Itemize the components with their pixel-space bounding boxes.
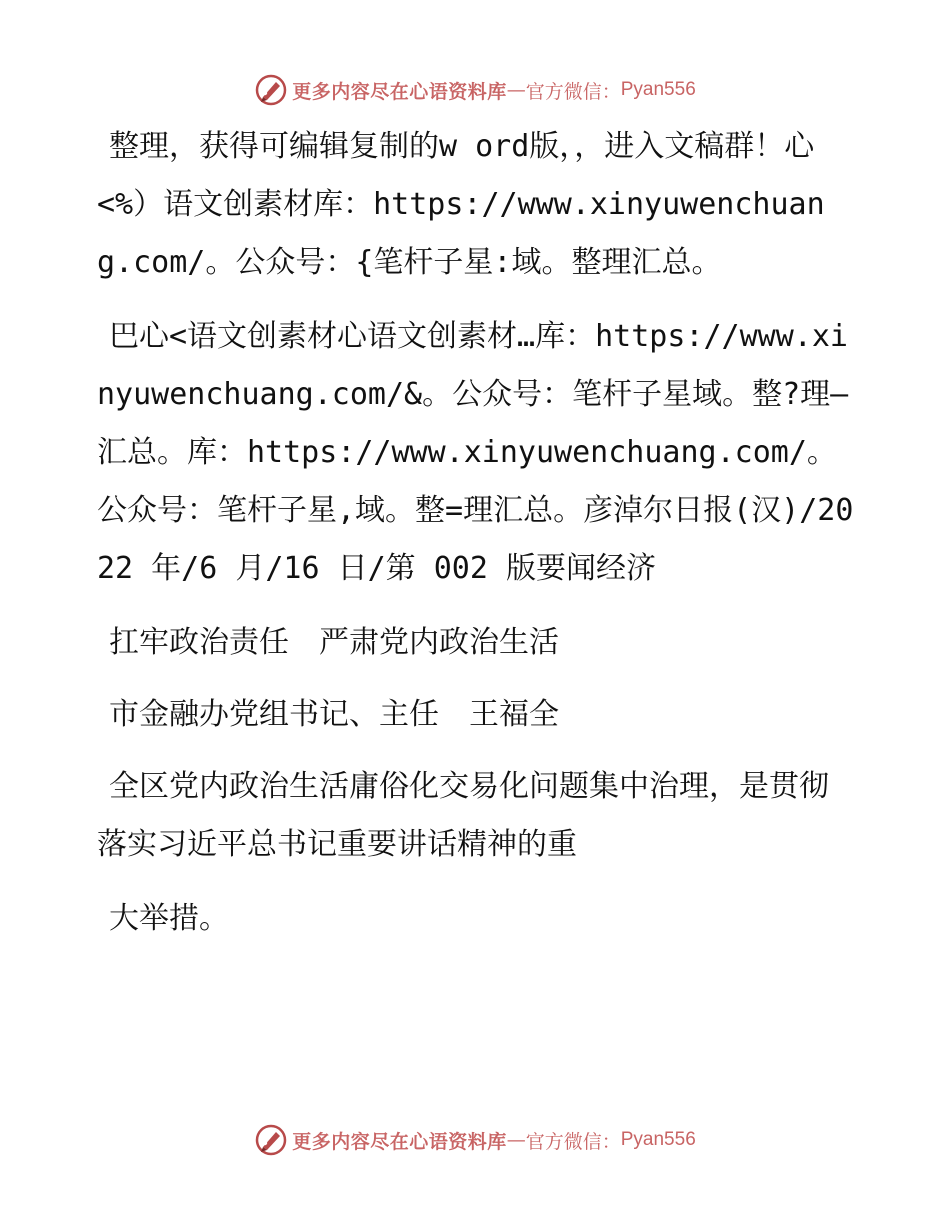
paragraph-intro: 整理，获得可编辑复制的w ord版，，进入文稿群！心<%）语文创素材库：https://www.xinyuwenchuang.com/。公众号：{笔杆子星:域。整理汇总。 xyxy=(97,129,825,280)
pen-logo-icon xyxy=(254,1123,288,1157)
article-author: 市金融办党组书记、主任 王福全 xyxy=(109,697,559,732)
article-title: 扛牢政治责任 严肃党内政治生活 xyxy=(109,625,559,660)
watermark-dash: — xyxy=(506,79,526,101)
watermark-text: 更多内容尽在心语资料库 xyxy=(292,80,507,103)
paragraph-closing: 大举措。 xyxy=(109,901,229,936)
watermark-wechat-id: Pyan556 xyxy=(620,79,696,100)
watermark-wechat-label: 官方微信： xyxy=(525,80,621,103)
paragraph-source: 巴心<语文创素材心语文创素材…库：https://www.xinyuwenchuang.com/&。公众号：笔杆子星域。整?理—汇总。库：https://www.xinyuwenchuang.com/。公众号：笔杆子星,域。整=理汇总。彦淖尔日报(汉)/2022 年/6 月/16 日/第 002 版要闻经济 xyxy=(97,319,854,586)
document-body xyxy=(97,118,857,964)
watermark-wechat-label: 官方微信： xyxy=(525,1130,621,1153)
header-watermark xyxy=(0,70,950,110)
watermark-text: 更多内容尽在心语资料库 xyxy=(292,1130,507,1153)
watermark-dash: — xyxy=(506,1129,526,1151)
footer-watermark xyxy=(0,1120,950,1160)
paragraph-body: 全区党内政治生活庸俗化交易化问题集中治理，是贯彻落实习近平总书记重要讲话精神的重 xyxy=(97,769,829,862)
watermark-wechat-id: Pyan556 xyxy=(620,1129,696,1150)
pen-logo-icon xyxy=(254,73,288,107)
